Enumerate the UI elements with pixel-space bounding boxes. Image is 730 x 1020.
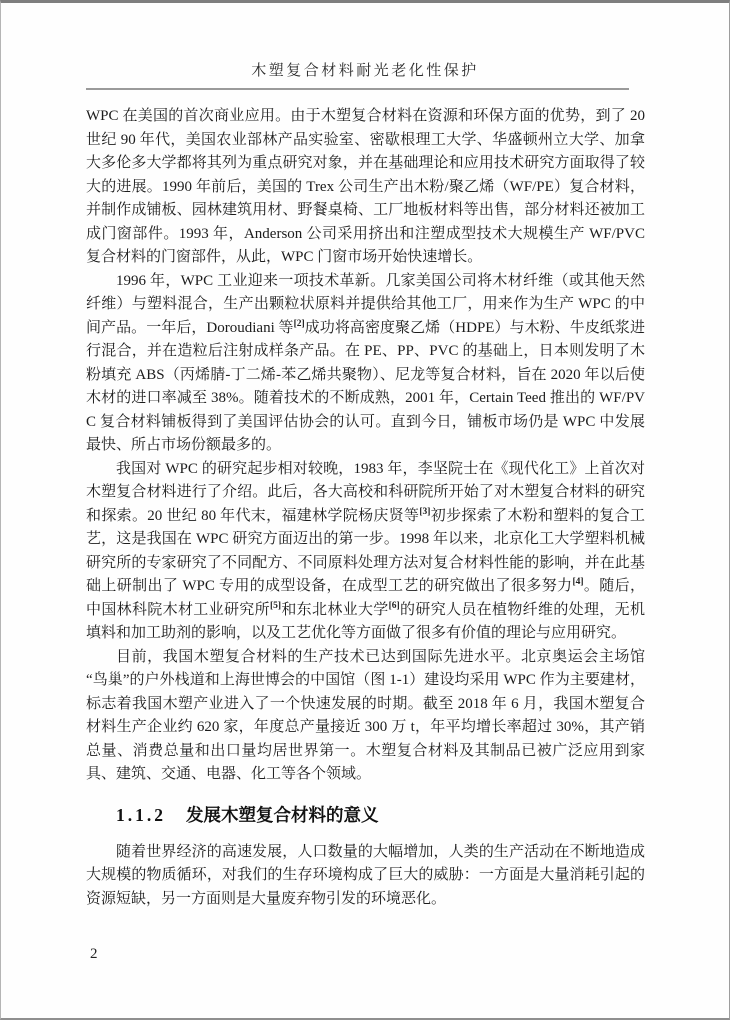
- citation-superscript: [5]: [269, 600, 282, 611]
- running-header-title: 木塑复合材料耐光老化性保护: [251, 63, 479, 79]
- paragraph: WPC 在美国的首次商业应用。由于木塑复合材料在资源和环保方面的优势，到了 20 世纪 90 年代，美国农业部林产品实验室、密歇根理工大学、华盛顿州立大学、加拿大多伦多大学都将其列为重点研究对象，并在基础理论和应用技术研究方面取得了较大的进展。1990 年前后，美国的 Trex 公司生产出木粉/聚乙烯（WF/PE）复合材料，并制作成铺板、园林建筑用材、野餐桌椅、工厂地板材料等出售，部分材料还被加工成门窗部件。1993 年，Anderson 公司采用挤出和注塑成型技术大规模生产 WF/PVC 复合材料的门窗部件，从此，WPC 门窗市场开始快速增长。: [86, 108, 645, 265]
- paragraph: 随着世界经济的高速发展，人口数量的大幅增加，人类的生产活动在不断地造成大规模的物质循环，对我们的生存环境构成了巨大的威胁：一方面是大量消耗引起的资源短缺，另一方面则是大量废弃物引发的环境恶化。: [86, 843, 645, 907]
- section-heading-title: 发展木塑复合材料的意义: [186, 804, 379, 825]
- citation-superscript: [3]: [419, 506, 431, 517]
- page-number: 2: [90, 946, 98, 962]
- section-heading: [86, 802, 645, 827]
- citation-superscript: [2]: [293, 318, 305, 329]
- body-blocks: [1, 90, 729, 911]
- paragraph: 1996 年，WPC 工业迎来一项技术革新。几家美国公司将木材纤维（或其他天然纤维）与塑料混合，生产出颗粒状原料并提供给其他工厂，用来作为生产 WPC 的中间产品。一年后，Doroudiani 等[2]成功将高密度聚乙烯（HDPE）与木粉、牛皮纸浆进行混合，并在造粒后注射成样条产品。在 PE、PP、PVC 的基础上，日本则发明了木粉填充 ABS（丙烯腈-丁二烯-苯乙烯共聚物）、尼龙等复合材料，旨在 2020 年以后使木材的进口率减至 38%。随着技术的不断成熟，2001 年，Certain Teed 推出的 WF/PVC 复合材料铺板得到了美国评估协会的认可。直到今日，铺板市场仍是 WPC 中发展最快、所占市场份额最多的。: [86, 272, 645, 453]
- paragraph: 我国对 WPC 的研究起步相对较晚，1983 年，李坚院士在《现代化工》上首次对木塑复合材料进行了介绍。此后，各大高校和科研院所开始了对木塑复合材料的研究和探索。20 世纪 80 年代末，福建林学院杨庆贤等[3]初步探索了木粉和塑料的复合工艺，这是我国在 WPC 研究方面迈出的第一步。1998 年以来，北京化工大学塑料机械研究所的专家研究了不同配方、不同原料处理方法对复合材料性能的影响，并在此基础上研制出了 WPC 专用的成型设备，在成型工艺的研究做出了很多努力[4]。随后，中国林科院木材工业研究所[5]和东北林业大学[6]的研究人员在植物纤维的处理，无机填料和加工助剂的影响，以及工艺优化等方面做了很多有价值的理论与应用研究。: [86, 460, 645, 641]
- citation-superscript: [4]: [572, 577, 584, 587]
- paragraph: 目前，我国木塑复合材料的生产技术已达到国际先进水平。北京奥运会主场馆“鸟巢”的户外栈道和上海世博会的中国馆（图 1-1）建设均采用 WPC 作为主要建材，标志着我国木塑产业进入了一个快速发展的时期。截至 2018 年 6 月，我国木塑复合材料生产企业约 620 家，年度总产量接近 300 万 t，年平均增长率超过 30%，其产销总量、消费总量和出口量均居世界第一。木塑复合材料及其制品已被广泛应用到家具、建筑、交通、电器、化工等各个领域。: [86, 648, 645, 782]
- citation-superscript: [6]: [388, 600, 400, 611]
- section-heading-number: 1.1.2: [116, 804, 166, 825]
